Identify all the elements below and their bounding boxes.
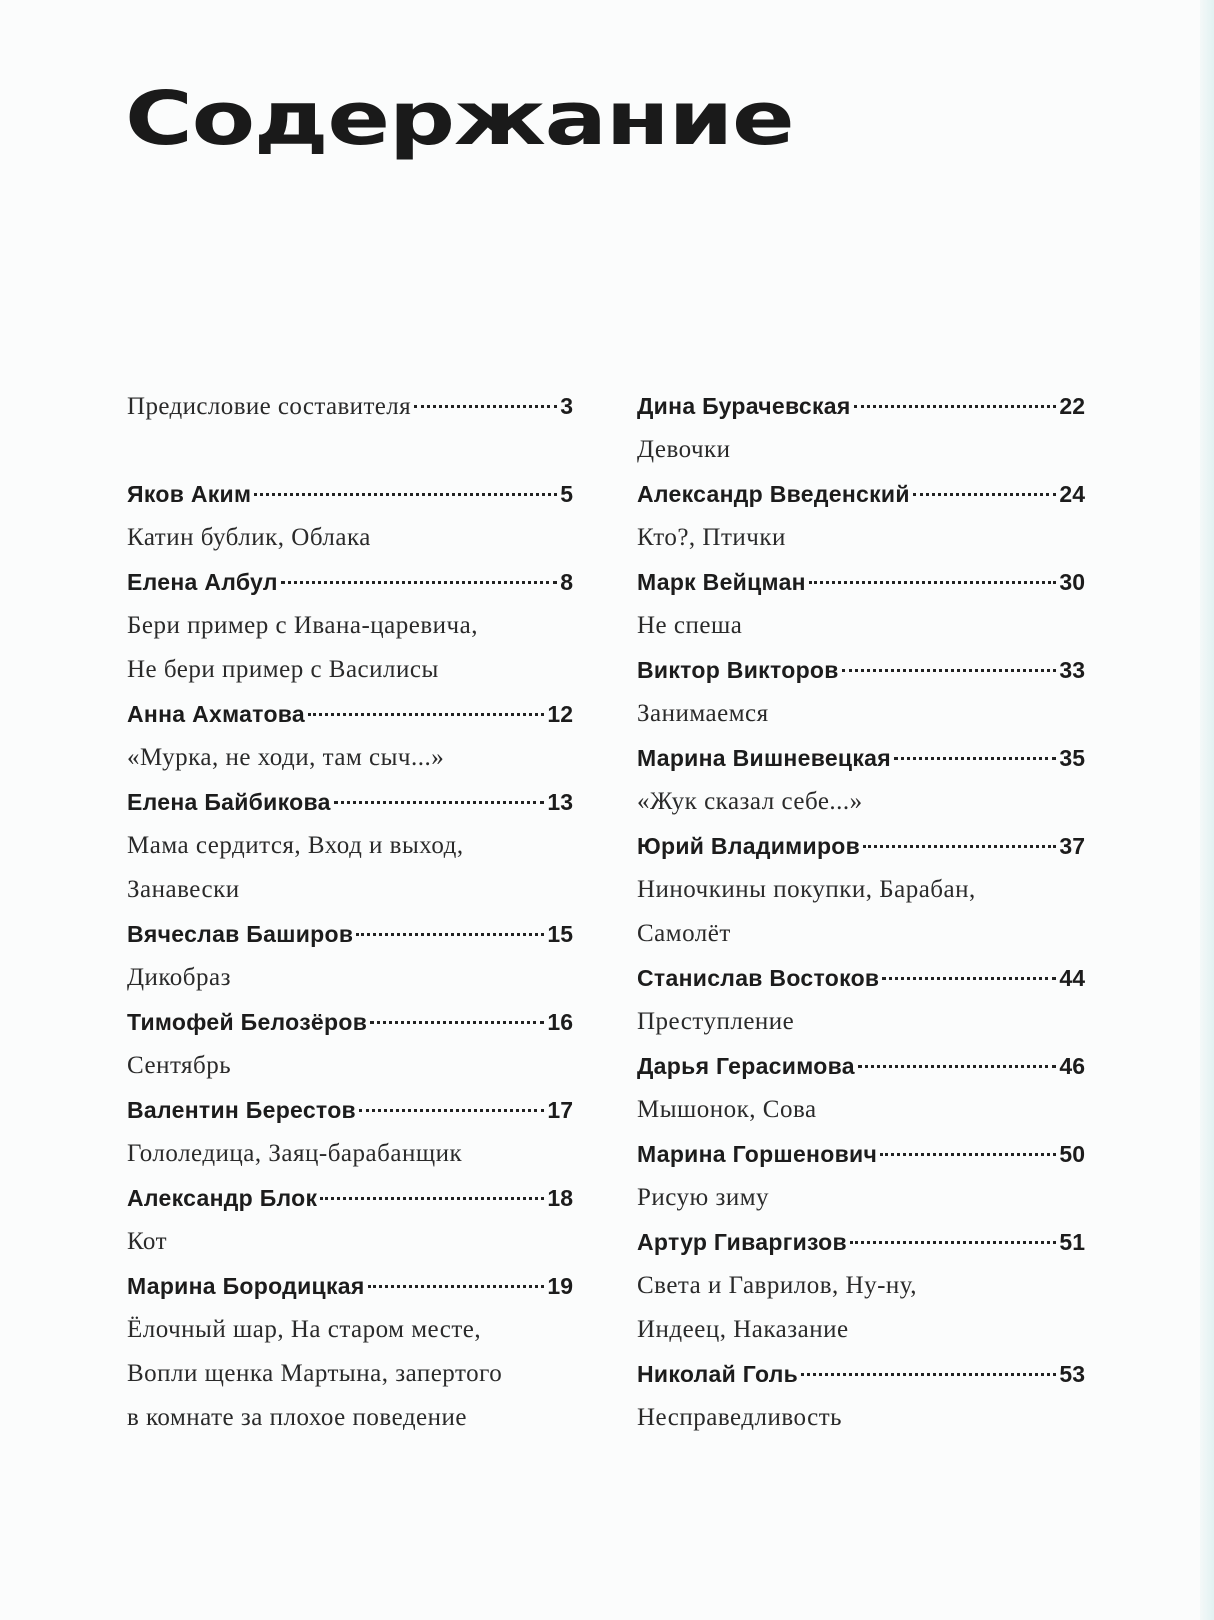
author-name: Юрий Владимиров — [637, 833, 861, 859]
page-number: 15 — [547, 921, 573, 947]
toc-entry[interactable] — [127, 692, 573, 736]
dot-leader — [801, 1373, 1056, 1376]
dot-leader — [308, 713, 544, 716]
toc-entry[interactable] — [127, 912, 573, 956]
author-name: Елена Байбикова — [127, 789, 331, 815]
toc-entry[interactable] — [637, 1220, 1085, 1264]
page-number: 35 — [1059, 745, 1085, 771]
work-titles: Дикобраз — [127, 964, 231, 991]
dot-leader — [882, 977, 1056, 980]
toc-entry[interactable] — [637, 648, 1085, 692]
work-titles: Сентябрь — [127, 1052, 232, 1079]
dot-leader — [842, 669, 1057, 672]
author-name: Дарья Герасимова — [637, 1053, 855, 1079]
toc-entry[interactable] — [127, 1264, 573, 1308]
toc-entry[interactable] — [637, 560, 1085, 604]
author-name: Тимофей Белозёров — [127, 1009, 368, 1035]
dot-leader — [854, 405, 1057, 408]
toc-right-column — [637, 384, 1085, 1440]
page-number: 37 — [1059, 833, 1085, 859]
work-titles: Девочки — [637, 436, 731, 463]
work-titles: Кот — [127, 1228, 168, 1255]
dot-leader — [281, 581, 557, 584]
dot-leader — [359, 1109, 544, 1112]
author-name: Анна Ахматова — [127, 701, 306, 727]
author-name: Александр Блок — [127, 1185, 318, 1211]
page-number: 19 — [547, 1273, 573, 1299]
work-titles: Мама сердится, Вход и выход, — [127, 832, 464, 859]
dot-leader — [894, 757, 1056, 760]
page-number: 46 — [1059, 1053, 1085, 1079]
toc-entry[interactable] — [127, 472, 573, 516]
toc-entry[interactable] — [127, 1088, 573, 1132]
page-number: 24 — [1059, 481, 1085, 507]
dot-leader — [334, 801, 545, 804]
work-titles: Кто?, Птички — [637, 524, 786, 551]
dot-leader — [850, 1241, 1056, 1244]
author-name: Марина Бородицкая — [127, 1273, 365, 1299]
work-titles: в комнате за плохое поведение — [127, 1404, 468, 1431]
work-titles: Не спеша — [637, 612, 743, 639]
author-name: Дина Бурачевская — [637, 393, 851, 419]
work-titles: Гололедица, Заяц-барабанщик — [127, 1140, 463, 1167]
work-titles: «Мурка, не ходи, там сыч...» — [127, 744, 445, 771]
entry-title: Предисловие составителя — [127, 393, 412, 420]
author-name: Николай Голь — [637, 1361, 799, 1387]
page-number: 3 — [560, 393, 573, 419]
toc-entry[interactable] — [637, 1044, 1085, 1088]
work-titles: «Жук сказал себе...» — [637, 788, 863, 815]
page-number: 30 — [1059, 569, 1085, 595]
toc-entry[interactable] — [127, 1000, 573, 1044]
dot-leader — [356, 933, 544, 936]
work-titles: Занимаемся — [637, 700, 769, 727]
toc-entry[interactable] — [637, 384, 1085, 428]
work-titles: Занавески — [127, 876, 240, 903]
author-name: Марк Вейцман — [637, 569, 806, 595]
author-name: Валентин Берестов — [127, 1097, 356, 1123]
dot-leader — [368, 1285, 545, 1288]
work-titles: Самолёт — [637, 920, 731, 947]
author-name: Виктор Викторов — [637, 657, 839, 683]
toc-left-column — [127, 384, 573, 1440]
toc-entry[interactable] — [127, 560, 573, 604]
work-titles: Катин бублик, Облака — [127, 524, 371, 551]
work-titles: Мышонок, Сова — [637, 1096, 817, 1123]
page-number: 13 — [547, 789, 573, 815]
author-name: Яков Аким — [127, 481, 252, 507]
toc-entry[interactable] — [637, 1352, 1085, 1396]
work-titles: Света и Гаврилов, Ну-ну, — [637, 1272, 918, 1299]
page-number: 5 — [560, 481, 573, 507]
work-titles: Ниночкины покупки, Барабан, — [637, 876, 976, 903]
work-titles: Преступление — [637, 1008, 795, 1035]
page-number: 17 — [547, 1097, 573, 1123]
author-name: Марина Горшенович — [637, 1141, 878, 1167]
work-titles: Несправедливость — [637, 1404, 843, 1431]
toc-entry[interactable] — [637, 736, 1085, 780]
author-name: Александр Введенский — [637, 481, 910, 507]
page-title: Содержание — [125, 76, 794, 162]
toc-entry[interactable] — [127, 780, 573, 824]
page-number: 51 — [1059, 1229, 1085, 1255]
page-number: 53 — [1059, 1361, 1085, 1387]
toc-entry[interactable] — [637, 472, 1085, 516]
toc-entry[interactable] — [127, 384, 573, 428]
author-name: Марина Вишневецкая — [637, 745, 891, 771]
dot-leader — [414, 405, 557, 408]
spacer — [127, 428, 573, 472]
dot-leader — [913, 493, 1057, 496]
dot-leader — [809, 581, 1057, 584]
dot-leader — [320, 1197, 544, 1200]
page-number: 22 — [1059, 393, 1085, 419]
dot-leader — [863, 845, 1056, 848]
page-number: 44 — [1059, 965, 1085, 991]
work-titles: Бери пример с Ивана-царевича, — [127, 612, 478, 639]
work-titles: Индеец, Наказание — [637, 1316, 849, 1343]
page-number: 50 — [1059, 1141, 1085, 1167]
toc-entry[interactable] — [637, 824, 1085, 868]
toc-entry[interactable] — [127, 1176, 573, 1220]
work-titles: Вопли щенка Мартына, запертого — [127, 1360, 503, 1387]
author-name: Станислав Востоков — [637, 965, 880, 991]
author-name: Елена Албул — [127, 569, 278, 595]
dot-leader — [880, 1153, 1056, 1156]
work-titles: Ёлочный шар, На старом месте, — [127, 1316, 482, 1343]
page-number: 16 — [547, 1009, 573, 1035]
page-number: 12 — [547, 701, 573, 727]
page-number: 8 — [560, 569, 573, 595]
toc-entry[interactable] — [637, 956, 1085, 1000]
dot-leader — [254, 493, 557, 496]
dot-leader — [370, 1021, 544, 1024]
page-edge — [1200, 0, 1214, 1620]
page-number: 33 — [1059, 657, 1085, 683]
toc-entry[interactable] — [637, 1132, 1085, 1176]
author-name: Артур Гиваргизов — [637, 1229, 847, 1255]
work-titles: Рисую зиму — [637, 1184, 770, 1211]
dot-leader — [858, 1065, 1057, 1068]
author-name: Вячеслав Баширов — [127, 921, 354, 947]
work-titles: Не бери пример с Василисы — [127, 656, 439, 683]
page-number: 18 — [547, 1185, 573, 1211]
